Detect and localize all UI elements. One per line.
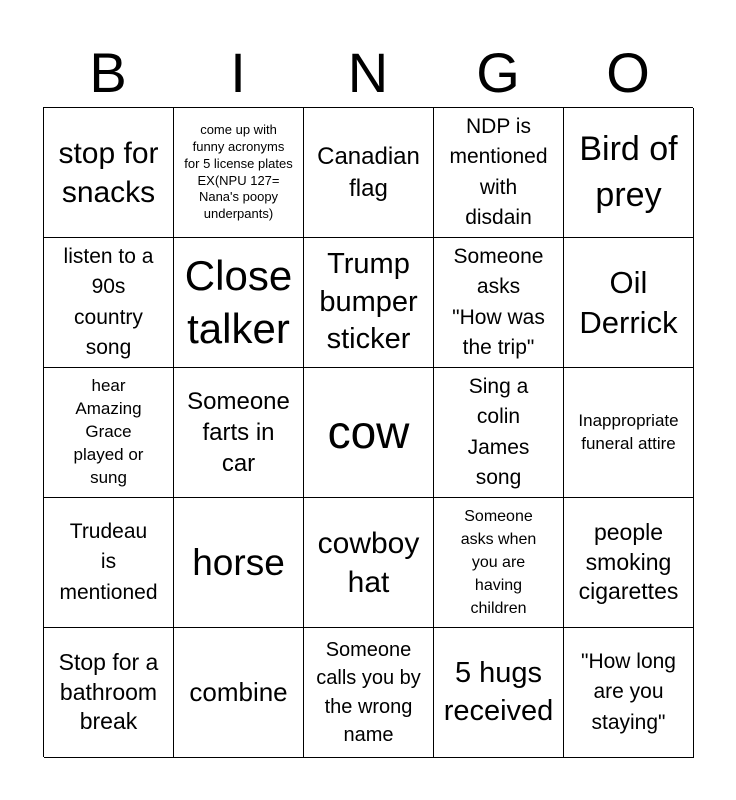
- bingo-cell-r4-c2[interactable]: horse: [174, 498, 304, 628]
- header-letter-i: I: [230, 41, 246, 104]
- bingo-cell-r4-c4[interactable]: Someone asks when you are having children: [434, 498, 564, 628]
- bingo-cell-r4-c3[interactable]: cowboy hat: [304, 498, 434, 628]
- bingo-cell-r1-c3[interactable]: Canadian flag: [304, 108, 434, 238]
- bingo-cell-r3-c2[interactable]: Someone farts in car: [174, 368, 304, 498]
- header-letter-o: O: [606, 41, 650, 104]
- bingo-cell-r3-c3[interactable]: cow: [304, 368, 434, 498]
- header-letter-n: N: [347, 41, 389, 104]
- bingo-cell-r5-c3[interactable]: Someone calls you by the wrong name: [304, 628, 434, 758]
- bingo-cell-r2-c1[interactable]: listen to a 90s country song: [44, 238, 174, 368]
- bingo-cell-r5-c5[interactable]: "How long are you staying": [564, 628, 694, 758]
- bingo-header: [43, 40, 693, 106]
- bingo-cell-r5-c4[interactable]: 5 hugs received: [434, 628, 564, 758]
- bingo-cell-r1-c1[interactable]: stop for snacks: [44, 108, 174, 238]
- bingo-cell-r5-c2[interactable]: combine: [174, 628, 304, 758]
- bingo-grid: [43, 107, 693, 757]
- bingo-cell-r3-c5[interactable]: Inappropriate funeral attire: [564, 368, 694, 498]
- bingo-cell-r1-c4[interactable]: NDP is mentioned with disdain: [434, 108, 564, 238]
- header-letter-b: B: [89, 41, 127, 104]
- bingo-cell-r2-c3[interactable]: Trump bumper sticker: [304, 238, 434, 368]
- header-letter-g: G: [476, 41, 520, 104]
- bingo-cell-r4-c5[interactable]: people smoking cigarettes: [564, 498, 694, 628]
- bingo-cell-r4-c1[interactable]: Trudeau is mentioned: [44, 498, 174, 628]
- bingo-cell-r3-c1[interactable]: hear Amazing Grace played or sung: [44, 368, 174, 498]
- bingo-cell-r1-c2[interactable]: come up with funny acronyms for 5 license plates EX(NPU 127= Nana's poopy underpants): [174, 108, 304, 238]
- bingo-cell-r2-c4[interactable]: Someone asks "How was the trip": [434, 238, 564, 368]
- bingo-cell-r5-c1[interactable]: Stop for a bathroom break: [44, 628, 174, 758]
- bingo-cell-r1-c5[interactable]: Bird of prey: [564, 108, 694, 238]
- bingo-cell-r3-c4[interactable]: Sing a colin James song: [434, 368, 564, 498]
- bingo-cell-r2-c2[interactable]: Close talker: [174, 238, 304, 368]
- bingo-cell-r2-c5[interactable]: Oil Derrick: [564, 238, 694, 368]
